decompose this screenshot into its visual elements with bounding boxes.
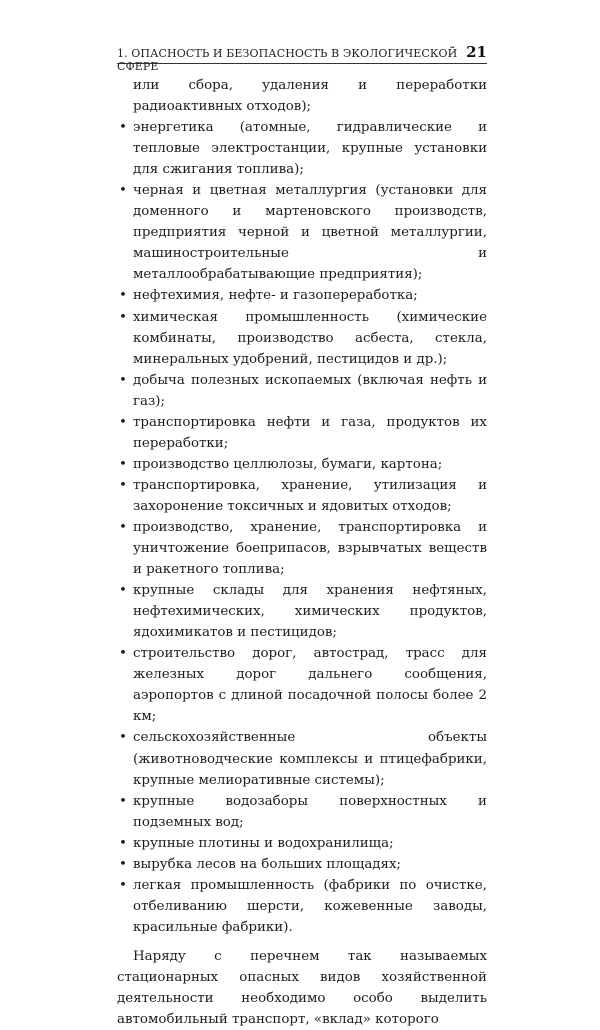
list-item <box>117 580 487 643</box>
bullet-icon: • <box>119 583 127 599</box>
list-item-text: транспортировка нефти и газа, продуктов их переработки; <box>133 414 487 451</box>
bullet-list <box>117 75 487 938</box>
page-number: 21 <box>466 43 487 61</box>
bullet-icon: • <box>119 730 127 746</box>
bullet-icon: • <box>119 456 127 472</box>
list-item <box>117 475 487 517</box>
list-item-text: сельскохозяйственные объекты (животноводческие комплексы и птицефабрики, крупные мелиоративные системы); <box>133 730 487 788</box>
list-item-text: энергетика (атомные, гидравлические и тепловые электростанции, крупные установки для сжигания топлива); <box>133 120 487 178</box>
bullet-icon: • <box>119 372 127 388</box>
list-item-text: химическая промышленность (химические комбинаты, производство асбеста, стекла, минеральных удобрений, пестицидов и др.); <box>133 309 487 367</box>
bullet-icon: • <box>119 120 127 136</box>
bullet-icon: • <box>119 288 127 304</box>
list-item <box>117 454 487 475</box>
list-item-text: добыча полезных ископаемых (включая нефть и газ); <box>133 372 487 409</box>
list-item-text: транспортировка, хранение, утилизация и захоронение токсичных и ядовитых отходов; <box>133 477 487 514</box>
bullet-icon: • <box>119 414 127 430</box>
body-paragraph: Наряду с перечнем так называемых стационарных опасных видов хозяйственной деятельности необходимо особо выделить автомобильный транспорт, «вклад» которого <box>117 948 487 1028</box>
list-item-text: или сбора, удаления и переработки радиоактивных отходов); <box>133 78 487 115</box>
list-item-text: строительство дорог, автострад, трасс для железных дорог дальнего сообщения, аэропортов с длиной посадочной полосы более 2 км; <box>133 646 487 725</box>
list-item <box>117 412 487 454</box>
list-item <box>117 180 487 285</box>
list-item <box>117 117 487 180</box>
list-item <box>117 75 487 117</box>
list-item-text: легкая промышленность (фабрики по очистке, отбеливанию шерсти, кожевенные заводы, красильные фабрики). <box>133 877 487 935</box>
list-item <box>117 854 487 875</box>
list-item <box>117 517 487 580</box>
list-item-text: нефтехимия, нефте- и газопереработка; <box>133 288 418 304</box>
bullet-icon: • <box>119 309 127 325</box>
list-item <box>117 307 487 370</box>
list-item <box>117 833 487 854</box>
list-item <box>117 370 487 412</box>
bullet-icon: • <box>119 835 127 851</box>
running-head: 1. ОПАСНОСТЬ И БЕЗОПАСНОСТЬ В ЭКОЛОГИЧЕСКОЙ СФЕРЕ <box>117 47 458 73</box>
list-item-text: крупные плотины и водохранилища; <box>133 835 394 851</box>
list-item-text: крупные склады для хранения нефтяных, нефтехимических, химических продуктов, ядохимикатов и пестицидов; <box>133 583 487 641</box>
list-item <box>117 791 487 833</box>
bullet-icon: • <box>119 877 127 893</box>
page-body <box>117 75 487 1030</box>
list-item-text: черная и цветная металлургия (установки для доменного и мартеновского производств, предприятия черной и цветной металлургии, машиностроительные и металлообрабатывающие предприятия); <box>133 183 487 283</box>
page-header <box>117 43 487 73</box>
list-item <box>117 285 487 306</box>
list-item-text: производство, хранение, транспортировка и уничтожение боеприпасов, взрывчатых веществ и ракетного топлива; <box>133 519 487 578</box>
bullet-icon: • <box>119 477 127 493</box>
bullet-icon: • <box>119 519 127 535</box>
list-item <box>117 643 487 727</box>
header-rule <box>117 63 487 64</box>
list-item-text: вырубка лесов на больших площадях; <box>133 856 402 872</box>
list-item-text: производство целлюлозы, бумаги, картона; <box>133 456 443 472</box>
bullet-icon: • <box>119 646 127 662</box>
list-item <box>117 875 487 938</box>
list-item <box>117 727 487 790</box>
list-item-text: крупные водозаборы поверхностных и подземных вод; <box>133 793 487 830</box>
bullet-icon: • <box>119 793 127 809</box>
bullet-icon: • <box>119 183 127 199</box>
bullet-icon: • <box>119 856 127 872</box>
